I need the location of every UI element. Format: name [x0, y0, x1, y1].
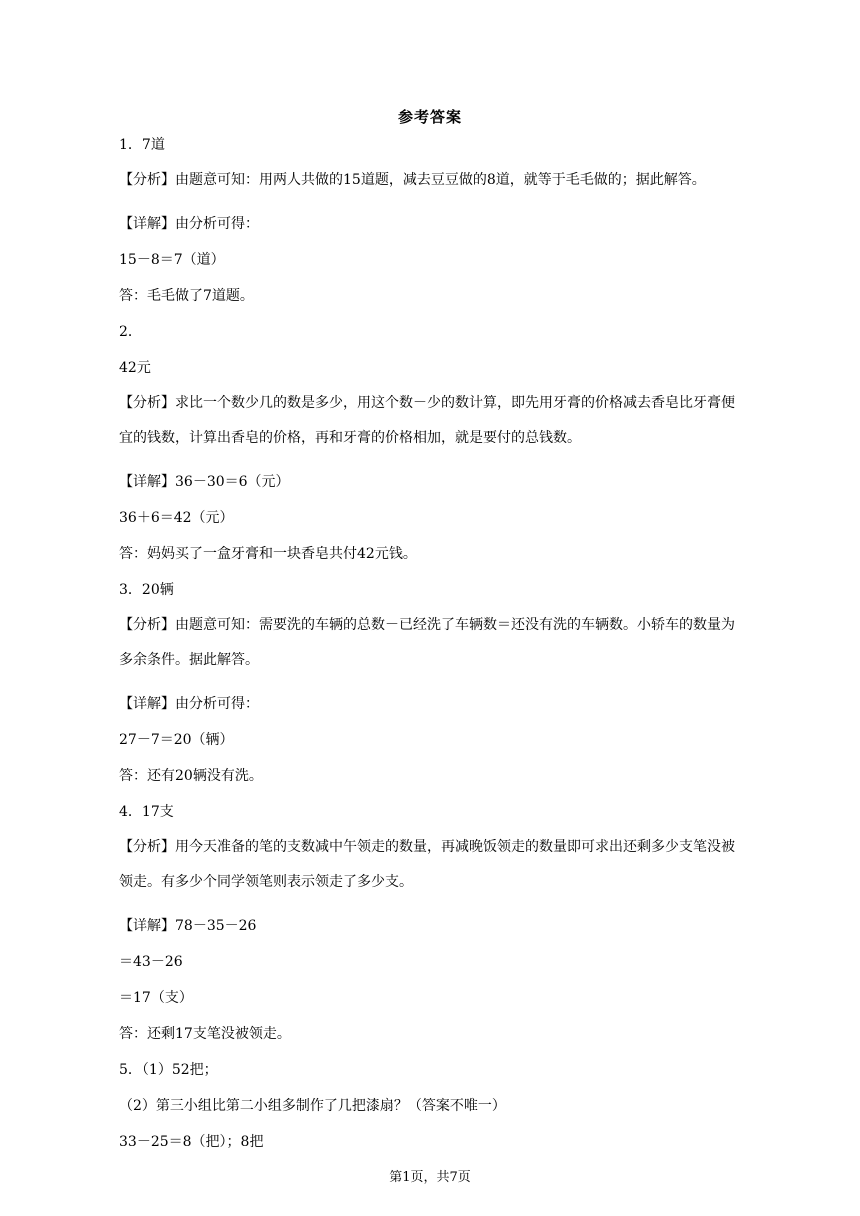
- answer-2-number: 2．: [119, 324, 142, 340]
- answer-4-step-1: ＝43－26: [119, 954, 183, 970]
- answer-3-result: 3．20辆: [119, 582, 174, 598]
- answer-2-result: 42元: [119, 360, 151, 376]
- answer-2-equation: 36＋6＝42（元）: [119, 510, 234, 526]
- answer-5-part-2-question: （2）第三小组比第二小组多制作了几把漆扇？（答案不唯一）: [119, 1098, 506, 1114]
- answer-4-conclusion: 答：还剩17支笔没被领走。: [119, 1026, 291, 1042]
- page-title: 参考答案: [397, 108, 462, 126]
- page-footer: 第1页，共7页: [389, 1170, 471, 1185]
- answer-3-analysis: 【分析】由题意可知：需要洗的车辆的总数－已经洗了车辆数＝还没有洗的车辆数。小轿车的数量为多余条件。据此解答。: [119, 617, 735, 668]
- answer-1-result: 1．7道: [119, 137, 165, 153]
- answer-1-detail-heading: 【详解】由分析可得：: [119, 216, 259, 232]
- answer-1-conclusion: 答：毛毛做了7道题。: [119, 288, 254, 304]
- answer-3-conclusion: 答：还有20辆没有洗。: [119, 768, 263, 784]
- answer-content: [119, 136, 743, 1151]
- answer-2-analysis: 【分析】求比一个数少几的数是多少，用这个数－少的数计算，即先用牙膏的价格减去香皂比牙膏便宜的钱数，计算出香皂的价格，再和牙膏的价格相加，就是要付的总钱数。: [119, 395, 735, 446]
- answer-3-detail-heading: 【详解】由分析可得：: [119, 696, 259, 712]
- answer-2-detail: 【详解】36－30＝6（元）: [119, 474, 290, 490]
- answer-4-detail: 【详解】78－35－26: [119, 918, 257, 934]
- answer-1-analysis: 【分析】由题意可知：用两人共做的15道题，减去豆豆做的8道，就等于毛毛做的；据此解答。: [119, 172, 706, 188]
- answer-4-analysis: 【分析】用今天准备的笔的支数减中午领走的数量，再减晚饭领走的数量即可求出还剩多少支笔没被领走。有多少个同学领笔则表示领走了多少支。: [119, 839, 735, 890]
- answer-3-equation: 27－7＝20（辆）: [119, 732, 234, 748]
- answer-5-part-2-equation: 33－25＝8（把）；8把: [119, 1134, 264, 1150]
- answer-4-result: 4．17支: [119, 804, 174, 820]
- answer-4-step-2: ＝17（支）: [119, 990, 193, 1006]
- answer-1-equation: 15－8＝7（道）: [119, 252, 225, 268]
- answer-2-conclusion: 答：妈妈买了一盒牙膏和一块香皂共付42元钱。: [119, 546, 417, 562]
- answer-5-part-1: 5．（1）52把；: [119, 1062, 218, 1078]
